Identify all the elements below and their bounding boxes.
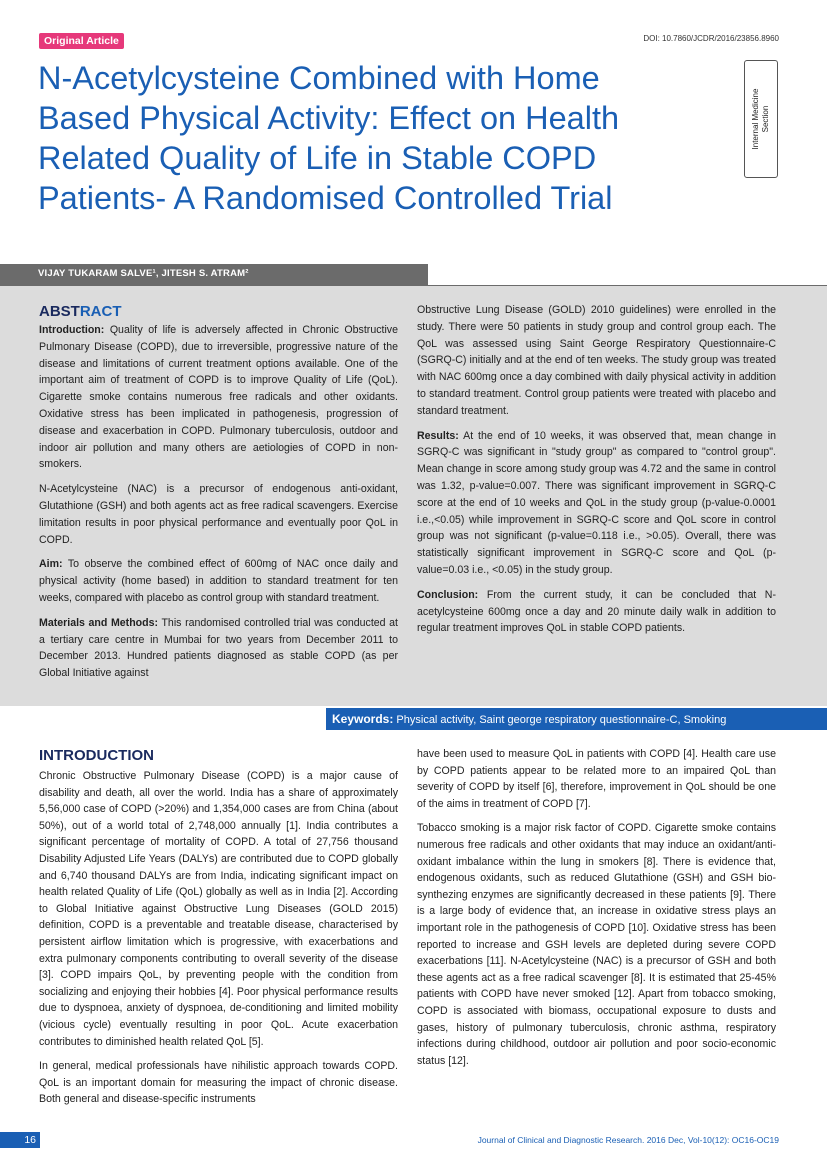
intro-paragraph-3: Tobacco smoking is a major risk factor of COPD. Cigarette smoke contains numerous free radicals and other oxidants that may induce an oxidant/anti-oxidant imbalance within the lung in smokers [8]. There is evidence that, endogenous oxidants, such as reduced Glutathione (GSH) and GSH bio-synthezing enzymes are significantly decreased in these patients [9]. There is a large body of evidence that, an increase in oxidative stress plays an important role in the pathogenesis of COPD [10]. Oxidative stress has been reported to increase and GSH levels are depleted during severe COPD exacerbations [11]. N-Acetylcysteine (NAC) is a precursor of GSH and both these agents act as a free radical scavenger [8]. It is estimated that 25-45% patients with COPD have never smoked [12]. Apart from tobacco smoking, COPD is associated with biomass, occupational exposure to dusts and gases, history of pulmonary tuberculosis, chronic asthma, respiratory infections during childhood, outdoor air pollution and poor socio-economic status [12].: [417, 822, 776, 1067]
intro-paragraph-2: In general, medical professionals have nihilistic approach towards COPD. QoL is an important domain for measuring the impact of chronic disease. Both general and disease-specific instruments: [39, 1060, 398, 1106]
keywords-label: Keywords:: [332, 712, 394, 726]
abstract-column-right: [417, 302, 776, 645]
abstract-aim: Aim: To observe the combined effect of 600mg of NAC once daily and physical activity (home based) in addition to standard treatment for ten weeks, compared with placebo as control group with standard treatment.: [39, 558, 398, 604]
body-column-left: [39, 746, 398, 1116]
introduction-heading: INTRODUCTION: [39, 747, 154, 764]
abstract-introduction: Introduction: Quality of life is adversely affected in Chronic Obstructive Pulmonary Disease (COPD), due to irreversible, progressive nature of the disease and limitations of current treatment options available. One of the important aim of treatment of COPD is to improve Quality of Life (QoL). Cigarette smoke contains numerous free radicals and other oxidants. Oxidative stress has been implicated in pathogenesis, progression of disease and exacerbation in COPD. Pulmonary tuberculosis, outdoor and indoor air pollution and many others are aetiologies of COPD in non-smokers.: [39, 324, 398, 471]
body-column-right: [417, 746, 776, 1077]
journal-citation: Journal of Clinical and Diagnostic Research. 2016 Dec, Vol-10(12): OC16-OC19: [477, 1135, 779, 1145]
article-type-badge: Original Article: [39, 33, 124, 49]
article-title: N-Acetylcysteine Combined with Home Based Physical Activity: Effect on Health Related Quality of Life in Stable COPD Patients- A Randomised Controlled Trial: [38, 60, 620, 216]
doi: DOI: 10.7860/JCDR/2016/23856.8960: [643, 34, 779, 43]
intro-paragraph-1: Chronic Obstructive Pulmonary Disease (COPD) is a major cause of disability and death, all over the world. India has a share of approximately 5,56,000 case of COPD (>20%) and 1,354,000 cases are from China (about 50%), out of a world total of 2,748,000 annually [1]. India contributes a significant percentage of mortality of COPD. A total of 27,756 thousand Disability Adjusted Life Years (DALYs) are contributed due to COPD globally and 6,740 thousand DALYs are from India, indicating significant impact on health related Quality of Life (QoL) globally as well as in India [2]. According to Global Initiative against Obstructive Lung Diseases (GOLD 2015) definition, COPD is a preventable and treatable disease, characterised by persistent airflow limitation which is progressive, with exacerbations and extra pulmonary components contributing to overall severity of the disease [3]. COPD impairs QoL, by preventing people with the condition from socializing and enjoying their hobbies [4]. Poor physical performance results due to dyspnoea, anxiety of dyspnoea, de-conditioning and limited mobility (vicious cycle) eventually resulting in poor QoL. Acute exacerbation contributes to diminished health related QoL [5].: [39, 770, 398, 1048]
abstract-conclusion: Conclusion: From the current study, it can be concluded that N-acetylcysteine 600mg once a day and 20 minute daily walk in addition to regular treatment improves QoL in stable COPD patients.: [417, 588, 776, 635]
section-label-line1: Internal Medicine: [751, 88, 760, 150]
keywords-text: Physical activity, Saint george respiratory questionnaire-C, Smoking: [393, 714, 727, 726]
section-label-line2: Section: [761, 105, 770, 133]
intro-paragraph-2-continued: have been used to measure QoL in patients with COPD [4]. Health care use by COPD patients appear to be related more to an impaired QoL than severity of COPD by itself [6], therefore, improvement in QoL should be one of the aims in treatment of COPD [7].: [417, 748, 776, 810]
section-label-box: [744, 60, 778, 178]
abstract-results: Results: At the end of 10 weeks, it was observed that, mean change in SGRQ-C was significant in "study group" as compared to "control group". Mean change in score among study group was 4.72 and the same in control was 1.32, p-value=0.007. There was significant improvement in SGRQ-C score at the end of 10 weeks and QoL in the study group (p-value-0.0001 i.e.,<0.05) while improvement in SGRQ-C score and QoL score in control group was not significant (p-value=0.118 i.e., >0.05). Overall, there was statistically significant improvement in SGRQ-C score and QoL (p-value=0.03 i.e., <0.05) in the study group.: [417, 429, 776, 576]
abstract-nac: N-Acetylcysteine (NAC) is a precursor of endogenous anti-oxidant, Glutathione (GSH) and both agents act as free radical scavengers. Exercise limitation results in poor physical performance and eventually poor QoL in COPD.: [39, 483, 398, 546]
abstract-column-left: [39, 302, 398, 690]
authors: VIJAY TUKARAM SALVE¹, JITESH S. ATRAM²: [38, 268, 249, 279]
abstract-methods: Materials and Methods: This randomised controlled trial was conducted at a tertiary care centre in Mumbai for two years from December 2011 to December 2013. Hundred patients diagnosed as stable COPD (as per Global Initiative against: [39, 616, 398, 680]
page-number: 16: [0, 1132, 40, 1148]
abstract-heading: ABSTRACT: [39, 303, 122, 320]
section-label: [751, 89, 771, 150]
keywords-bar: [326, 708, 827, 730]
abstract-methods-continued: Obstructive Lung Disease (GOLD) 2010 guidelines) were enrolled in the study. There were 50 patients in study group and control group each. The QoL was assessed using Saint George Respiratory Questionnaire-C (SGRQ-C) initially and at the end of ten weeks. The study group was treated with NAC 600mg once a day combined with daily physical activity in addition to standard treatment. Control group patients were treated with placebo and standard treatment.: [417, 304, 776, 417]
